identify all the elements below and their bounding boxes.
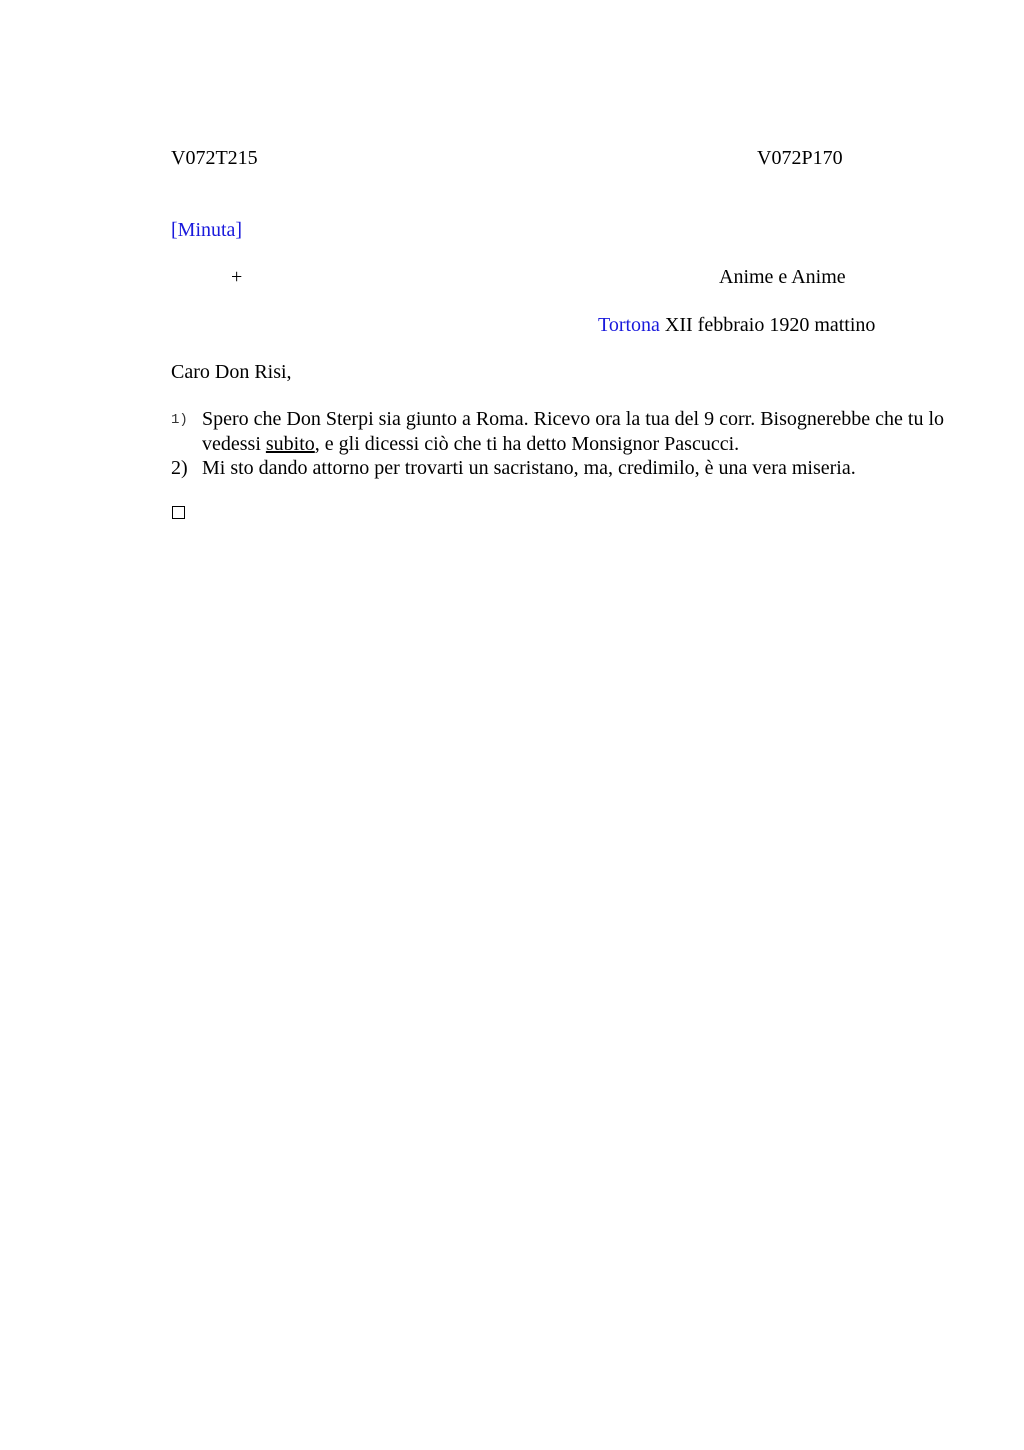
list-item-number: 1)	[171, 412, 188, 428]
list-item-number: 2)	[171, 457, 188, 479]
archive-code-right: V072P170	[757, 147, 843, 169]
dateline-place: Tortona	[598, 314, 660, 336]
end-square-icon	[172, 506, 185, 519]
text-segment: Spero che Don Sterpi sia giunto a Roma. Ricevo ora la tua del 9 corr. Bisognerebbe che tu lo vedessi	[202, 408, 945, 455]
list-item-1	[171, 407, 951, 457]
dateline	[598, 313, 875, 337]
cross-symbol: +	[231, 266, 243, 288]
list-item-2	[171, 456, 951, 481]
list-item-text: Mi sto dando attorno per trovarti un sacristano, ma, credimilo, è una vera miseria.	[202, 457, 856, 479]
list-item-text	[202, 407, 951, 457]
salutation: Caro Don Risi,	[171, 361, 292, 383]
motto: Anime e Anime	[719, 266, 846, 288]
dateline-date: XII febbraio 1920 mattino	[664, 314, 876, 336]
underlined-word: subito	[265, 433, 315, 455]
text-segment: , e gli dicessi ciò che ti ha detto Monsignor Pascucci.	[314, 433, 740, 455]
archive-code-left: V072T215	[171, 147, 258, 169]
minuta-annotation: [Minuta]	[171, 219, 243, 241]
